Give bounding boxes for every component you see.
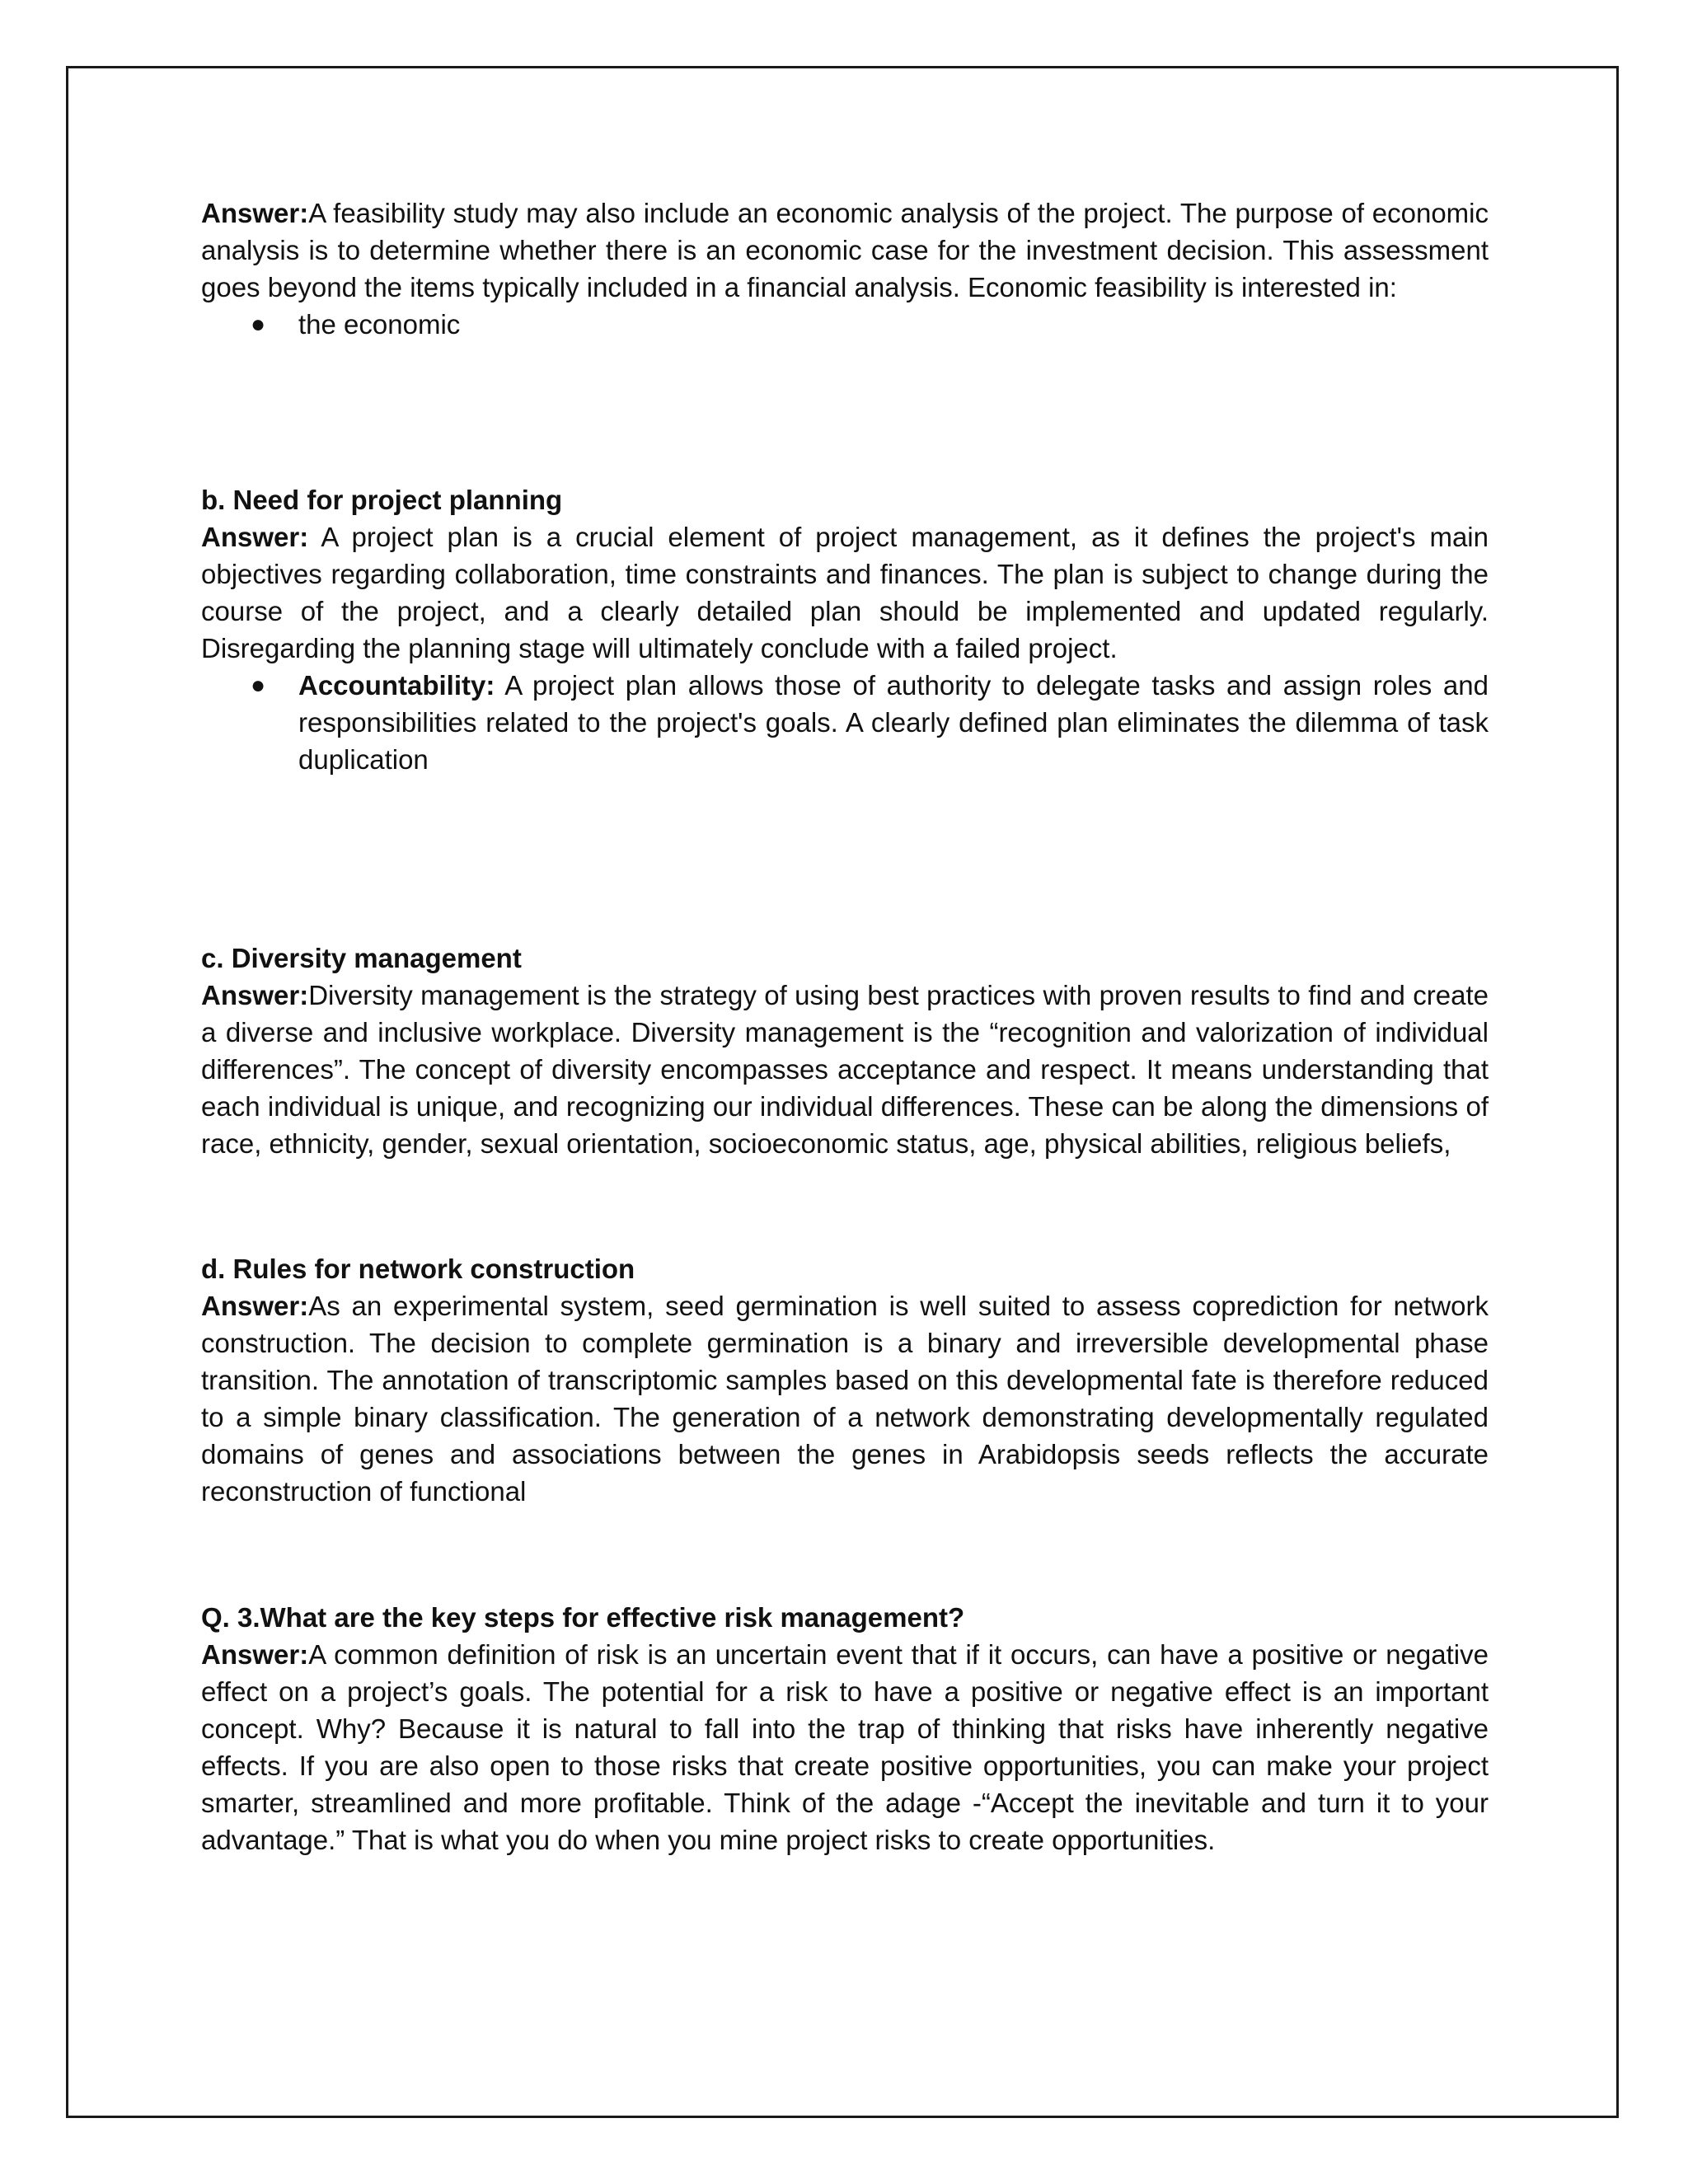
section-network-construction [201,1250,1489,1510]
section-project-planning [201,481,1489,778]
bullet-icon: ● [251,672,266,699]
answer-label: Answer: [201,522,309,552]
section-risk-management [201,1599,1489,1858]
answer-label: Answer: [201,1639,309,1670]
question-heading: Q. 3.What are the key steps for effective risk management? [201,1602,965,1633]
section-heading: c. Diversity management [201,943,522,973]
answer-text: A common definition of risk is an uncertain event that if it occurs, can have a positive or negative effect on a project’s goals. The potential for a risk to have a positive or negative effect is an important concept. Why? Because it is natural to fall into the trap of thinking that risks have inherently negative effects. If you are also open to those risks that create positive opportunities, you can make your project smarter, streamlined and more profitable. Think of the adage -“Accept the inevitable and turn it to your advantage.” That is what you do when you mine project risks to create opportunities. [201,1639,1489,1855]
answer-paragraph [201,977,1489,1162]
section-heading: b. Need for project planning [201,485,563,515]
answer-text: Diversity management is the strategy of using best practices with proven results to find and create a diverse and inclusive workplace. Diversity management is the “recognition and valorization of individual differences”. The concept of diversity encompasses acceptance and respect. It means understanding that each individual is unique, and recognizing our individual differences. These can be along the dimensions of race, ethnicity, gender, sexual orientation, socioeconomic status, age, physical abilities, religious beliefs, [201,980,1489,1159]
document-body [201,194,1489,1858]
answer-text: A feasibility study may also include an economic analysis of the project. The purpose of economic analysis is to determine whether there is an economic case for the investment decision. This assessment goes beyond the items typically included in a financial analysis. Economic feasibility is interested in: [201,198,1489,302]
bullet-list [201,667,1489,778]
section-economic-feasibility [201,194,1489,343]
answer-label: Answer: [201,198,309,228]
section-diversity-management [201,940,1489,1162]
bullet-list [201,306,1489,343]
answer-paragraph [201,194,1489,306]
answer-text: As an experimental system, seed germination is well suited to assess coprediction for network construction. The decision to complete germination is a binary and irreversible developmental phase transition. The annotation of transcriptomic samples based on this developmental fate is therefore reduced to a simple binary classification. The generation of a network demonstrating developmentally regulated domains of genes and associations between the genes in Arabidopsis seeds reflects the accurate reconstruction of functional [201,1291,1489,1507]
list-item [251,306,1489,343]
list-item-text: A project plan allows those of authority to delegate tasks and assign roles and responsibilities related to the project's goals. A clearly defined plan eliminates the dilemma of task duplication [298,670,1489,775]
answer-text: A project plan is a crucial element of project management, as it defines the project's main objectives regarding collaboration, time constraints and finances. The plan is subject to change during the course of the project, and a clearly detailed plan should be implemented and updated regularly. Disregarding the planning stage will ultimately conclude with a failed project. [201,522,1489,663]
answer-paragraph [201,1636,1489,1858]
answer-label: Answer: [201,1291,309,1321]
answer-paragraph [201,518,1489,667]
list-item-text: the economic [298,309,461,340]
answer-paragraph [201,1287,1489,1510]
list-item-label: Accountability: [298,670,495,701]
list-item [251,667,1489,778]
section-heading: d. Rules for network construction [201,1254,635,1284]
answer-label: Answer: [201,980,309,1010]
bullet-icon: ● [251,311,266,338]
